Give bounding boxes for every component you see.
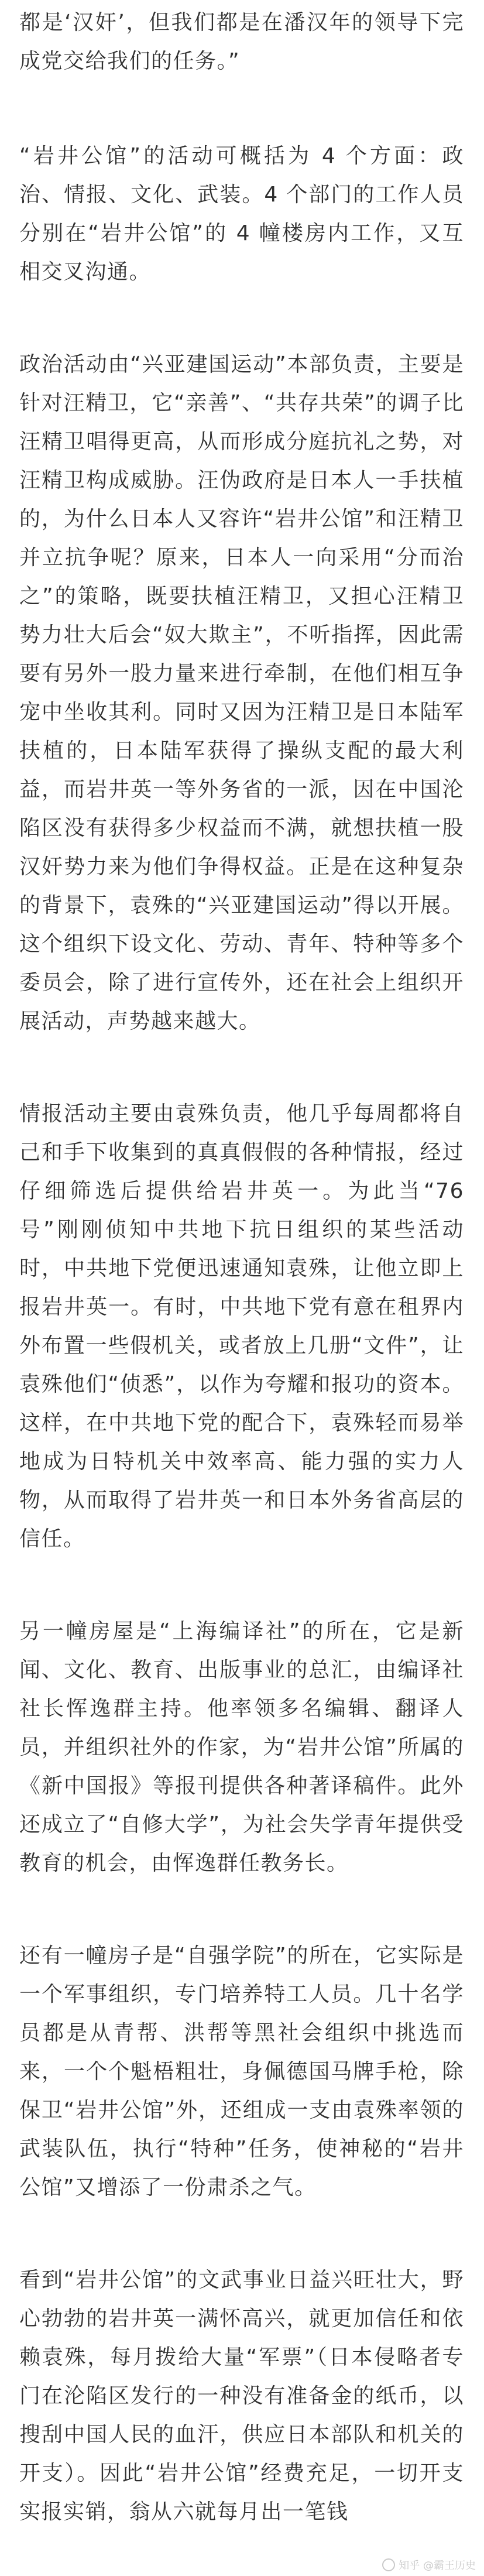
article-paragraph: 看到“岩井公馆”的文武事业日益兴旺壮大，野心勃勃的岩井英一满怀高兴，就更加信任和依赖袁殊，每月拨给大量“军票”（日本侵略者专门在沦陷区发行的一种没有准备金的纸币，以搜刮中国人民的血汗，供应日本部队和机关的开支）。因此“岩井公馆”经费充足，一切开支实报实销，翁从六就每月出一笔钱 <box>19 2268 464 2524</box>
article-paragraph: 政治活动由“兴亚建国运动”本部负责，主要是针对汪精卫，它“亲善”、“共存共荣”的调子比汪精卫唱得更高，从而形成分庭抗礼之势，对汪精卫构成威胁。汪伪政府是日本人一手扶植的，为什么日本人又容许“岩井公馆”和汪精卫并立抗争呢？原来，日本人一向采用“分而治之”的策略，既要扶植汪精卫，又担心汪精卫势力壮大后会“奴大欺主”，不听指挥，因此需要有另外一股力量来进行牵制，在他们相互争宠中坐收其利。同时又因为汪精卫是日本陆军扶植的，日本陆军获得了操纵支配的最大利益，而岩井英一等外务省的一派，因在中国沦陷区没有获得多少权益而不满，就想扶植一股汉奸势力来为他们争得权益。正是在这种复杂的背景下，袁殊的“兴亚建国运动”得以开展。这个组织下设文化、劳动、青年、特种等多个委员会，除了进行宣传外，还在社会上组织开展活动，声势越来越大。 <box>19 352 464 1033</box>
watermark <box>382 2557 476 2572</box>
article-paragraph: 另一幢房屋是“上海编译社”的所在，它是新闻、文化、教育、出版事业的总汇，由编译社社长恽逸群主持。他率领多名编辑、翻译人员，并组织社外的作家，为“岩井公馆”所属的《新中国报》等报刊提供各种著译稿件。此外还成立了“自修大学”，为社会失学青年提供受教育的机会，由恽逸群任教务长。 <box>19 1619 464 1875</box>
article-paragraph: 都是‘汉奸’，但我们都是在潘汉年的领导下完成党交给我们的任务。” <box>19 11 464 73</box>
watermark-text: 知乎 @霸王历史 <box>399 2560 476 2572</box>
article-paragraph: “岩井公馆”的活动可概括为 4 个方面：政治、情报、文化、武装。4 个部门的工作人员分别在“岩井公馆”的 4 幢楼房内工作，又互相交叉沟通。 <box>19 144 464 284</box>
article-paragraph: 还有一幢房子是“自强学院”的所在，它实际是一个军事组织，专门培养特工人员。几十名学员都是从青帮、洪帮等黑社会组织中挑选而来，一个个魁梧粗壮，身佩德国马牌手枪，除保卫“岩井公馆”外，还组成一支由袁殊率领的武装队伍，执行“特种”任务，使神秘的“岩井公馆”又增添了一份肃杀之气。 <box>19 1944 464 2200</box>
zhihu-logo-icon <box>382 2558 395 2571</box>
article-paragraph: 情报活动主要由袁殊负责，他几乎每周都将自己和手下收集到的真真假假的各种情报，经过仔细筛选后提供给岩井英一。为此当“76号”刚刚侦知中共地下抗日组织的某些活动时，中共地下党便迅速通知袁殊，让他立即上报岩井英一。有时，中共地下党有意在租界内外布置一些假机关，或者放上几册“文件”，让袁殊他们“侦悉”，以作为夸耀和报功的资本。这样，在中共地下党的配合下，袁殊轻而易举地成为日特机关中效率高、能力强的实力人物，从而取得了岩井英一和日本外务省高层的信任。 <box>19 1102 464 1551</box>
